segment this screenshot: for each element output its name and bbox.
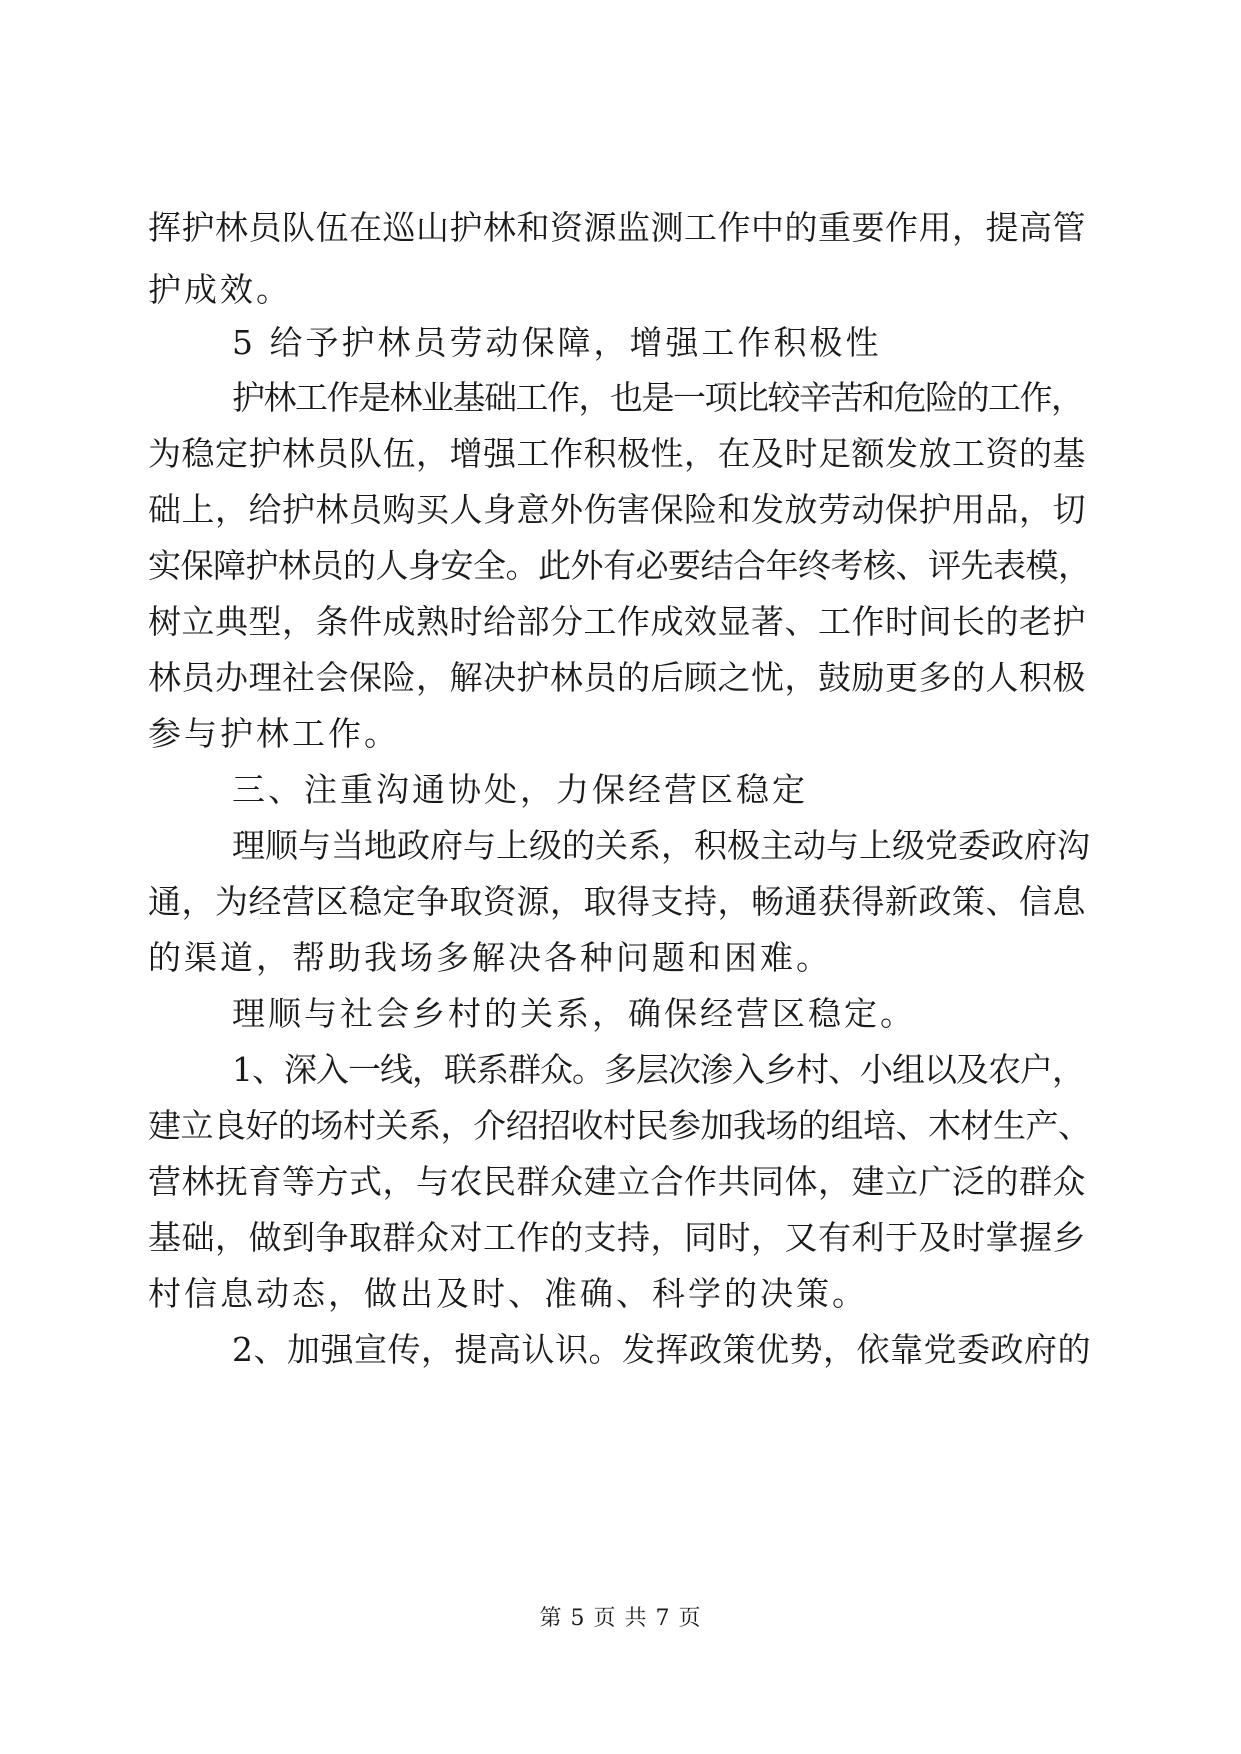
paragraph-line: 为稳定护林员队伍，增强工作积极性，在及时足额发放工资的基 xyxy=(148,434,1086,473)
paragraph-line: 参与护林工作。 xyxy=(148,714,400,753)
paragraph-line: 树立典型，条件成熟时给部分工作成效显著、工作时间长的老护 xyxy=(148,602,1086,641)
paragraph-line: 林员办理社会保险，解决护林员的后顾之忧，鼓励更多的人积极 xyxy=(148,658,1086,697)
paragraph-line: 护林工作是林业基础工作，也是一项比较辛苦和危险的工作， xyxy=(232,378,1083,417)
paragraph-line: 理顺与当地政府与上级的关系，积极主动与上级党委政府沟 xyxy=(232,826,1090,865)
paragraph-line: 挥护林员队伍在巡山护林和资源监测工作中的重要作用，提高管 xyxy=(148,208,1086,247)
paragraph-line: 1、深入一线，联系群众。多层次渗入乡村、小组以及农户， xyxy=(232,1050,1084,1089)
paragraph-line: 通，为经营区稳定争取资源，取得支持，畅通获得新政策、信息 xyxy=(148,882,1086,921)
paragraph-line: 2、加强宣传，提高认识。发挥政策优势，依靠党委政府的 xyxy=(232,1330,1091,1369)
paragraph-line: 的渠道，帮助我场多解决各种问题和困难。 xyxy=(148,938,832,977)
paragraph-line: 基础，做到争取群众对工作的支持，同时，又有利于及时掌握乡 xyxy=(148,1218,1086,1257)
paragraph-line: 护成效。 xyxy=(148,270,292,309)
section-heading: 5 给予护林员劳动保障，增强工作积极性 xyxy=(232,323,882,362)
paragraph-line: 建立良好的场村关系，介绍招收村民参加我场的组培、木材生产、 xyxy=(148,1106,1091,1145)
paragraph-line: 营林抚育等方式，与农民群众建立合作共同体，建立广泛的群众 xyxy=(148,1162,1086,1201)
paragraph-line: 实保障护林员的人身安全。此外有必要结合年终考核、评先表模， xyxy=(148,546,1091,585)
paragraph-line: 村信息动态，做出及时、准确、科学的决策。 xyxy=(148,1274,868,1313)
page-footer: 第 5 页 共 7 页 xyxy=(539,1606,702,1631)
paragraph-line: 础上，给护林员购买人身意外伤害保险和发放劳动保护用品，切 xyxy=(148,490,1086,529)
paragraph-line: 理顺与社会乡村的关系，确保经营区稳定。 xyxy=(232,994,916,1033)
section-heading: 三、注重沟通协处，力保经营区稳定 xyxy=(232,770,808,809)
